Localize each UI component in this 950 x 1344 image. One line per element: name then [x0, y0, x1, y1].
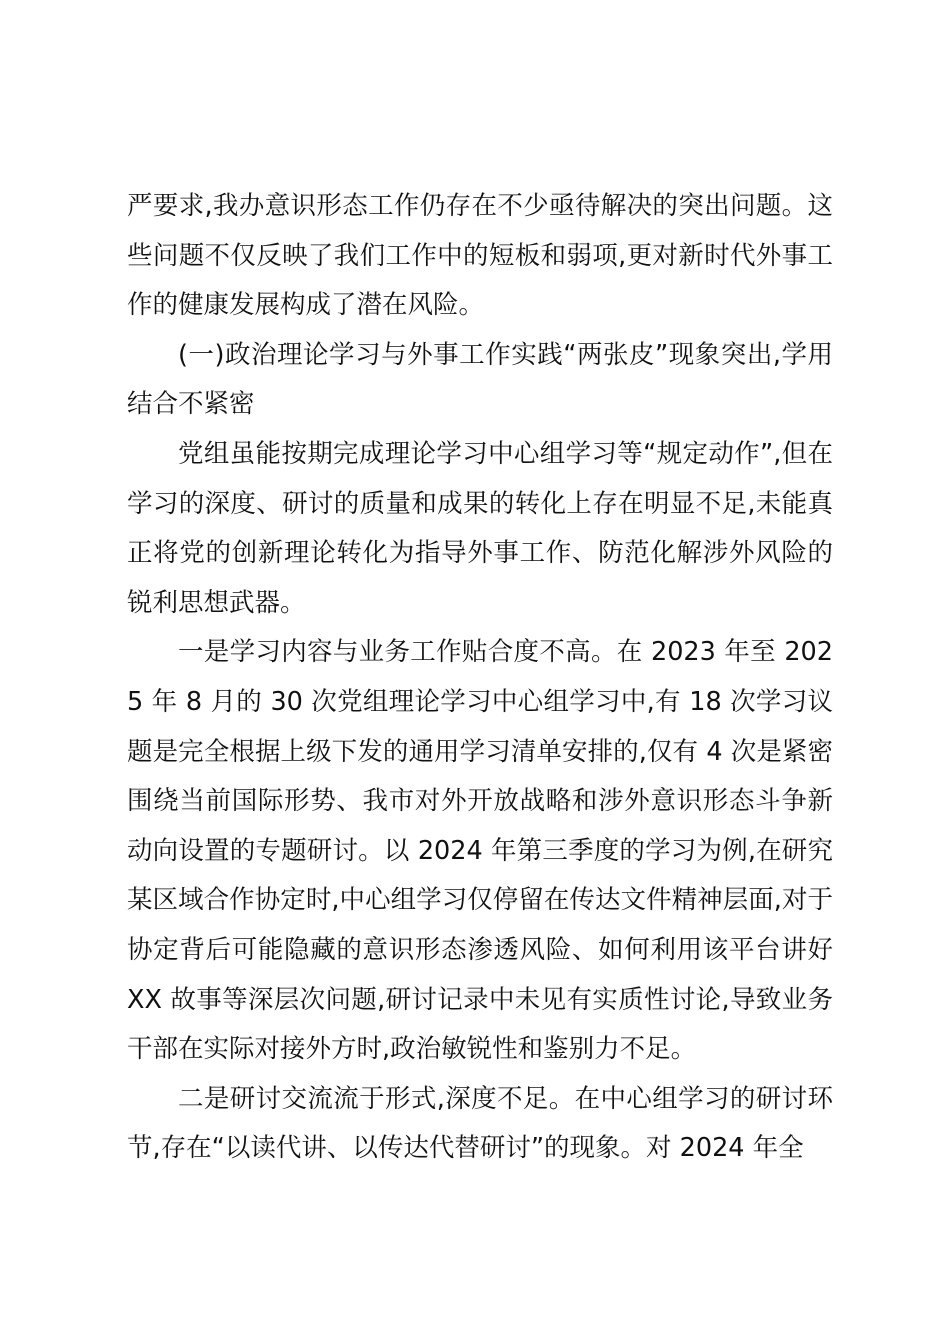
- paragraph-intro-continuation: 严要求,我办意识形态工作仍存在不少亟待解决的突出问题。这些问题不仅反映了我们工作中的短板和弱项,更对新时代外事工作的健康发展构成了潜在风险。: [127, 191, 833, 321]
- document-body: [127, 182, 833, 1174]
- paragraph-point-one: 一是学习内容与业务工作贴合度不高。在 2023 年至 2025 年 8 月的 30 次党组理论学习中心组学习中,有 18 次学习议题是完全根据上级下发的通用学习清单安排的,仅有 4 次是紧密围绕当前国际形势、我市对外开放战略和涉外意识形态斗争新动向设置的专题研讨。以 2024 年第三季度的学习为例,在研究某区域合作协定时,中心组学习仅停留在传达文件精神层面,对于协定背后可能隐藏的意识形态渗透风险、如何利用该平台讲好 XX 故事等深层次问题,研讨记录中未见有实质性讨论,导致业务干部在实际对接外方时,政治敏锐性和鉴别力不足。: [127, 637, 833, 1065]
- paragraph-section-overview: 党组虽能按期完成理论学习中心组学习等“规定动作”,但在学习的深度、研讨的质量和成果的转化上存在明显不足,未能真正将党的创新理论转化为指导外事工作、防范化解涉外风险的锐利思想武器。: [127, 438, 833, 618]
- paragraph-point-two: 二是研讨交流流于形式,深度不足。在中心组学习的研讨环节,存在“以读代讲、以传达代替研讨”的现象。对 2024 年全: [127, 1083, 833, 1164]
- section-heading: (一)政治理论学习与外事工作实践“两张皮”现象突出,学用结合不紧密: [127, 339, 833, 420]
